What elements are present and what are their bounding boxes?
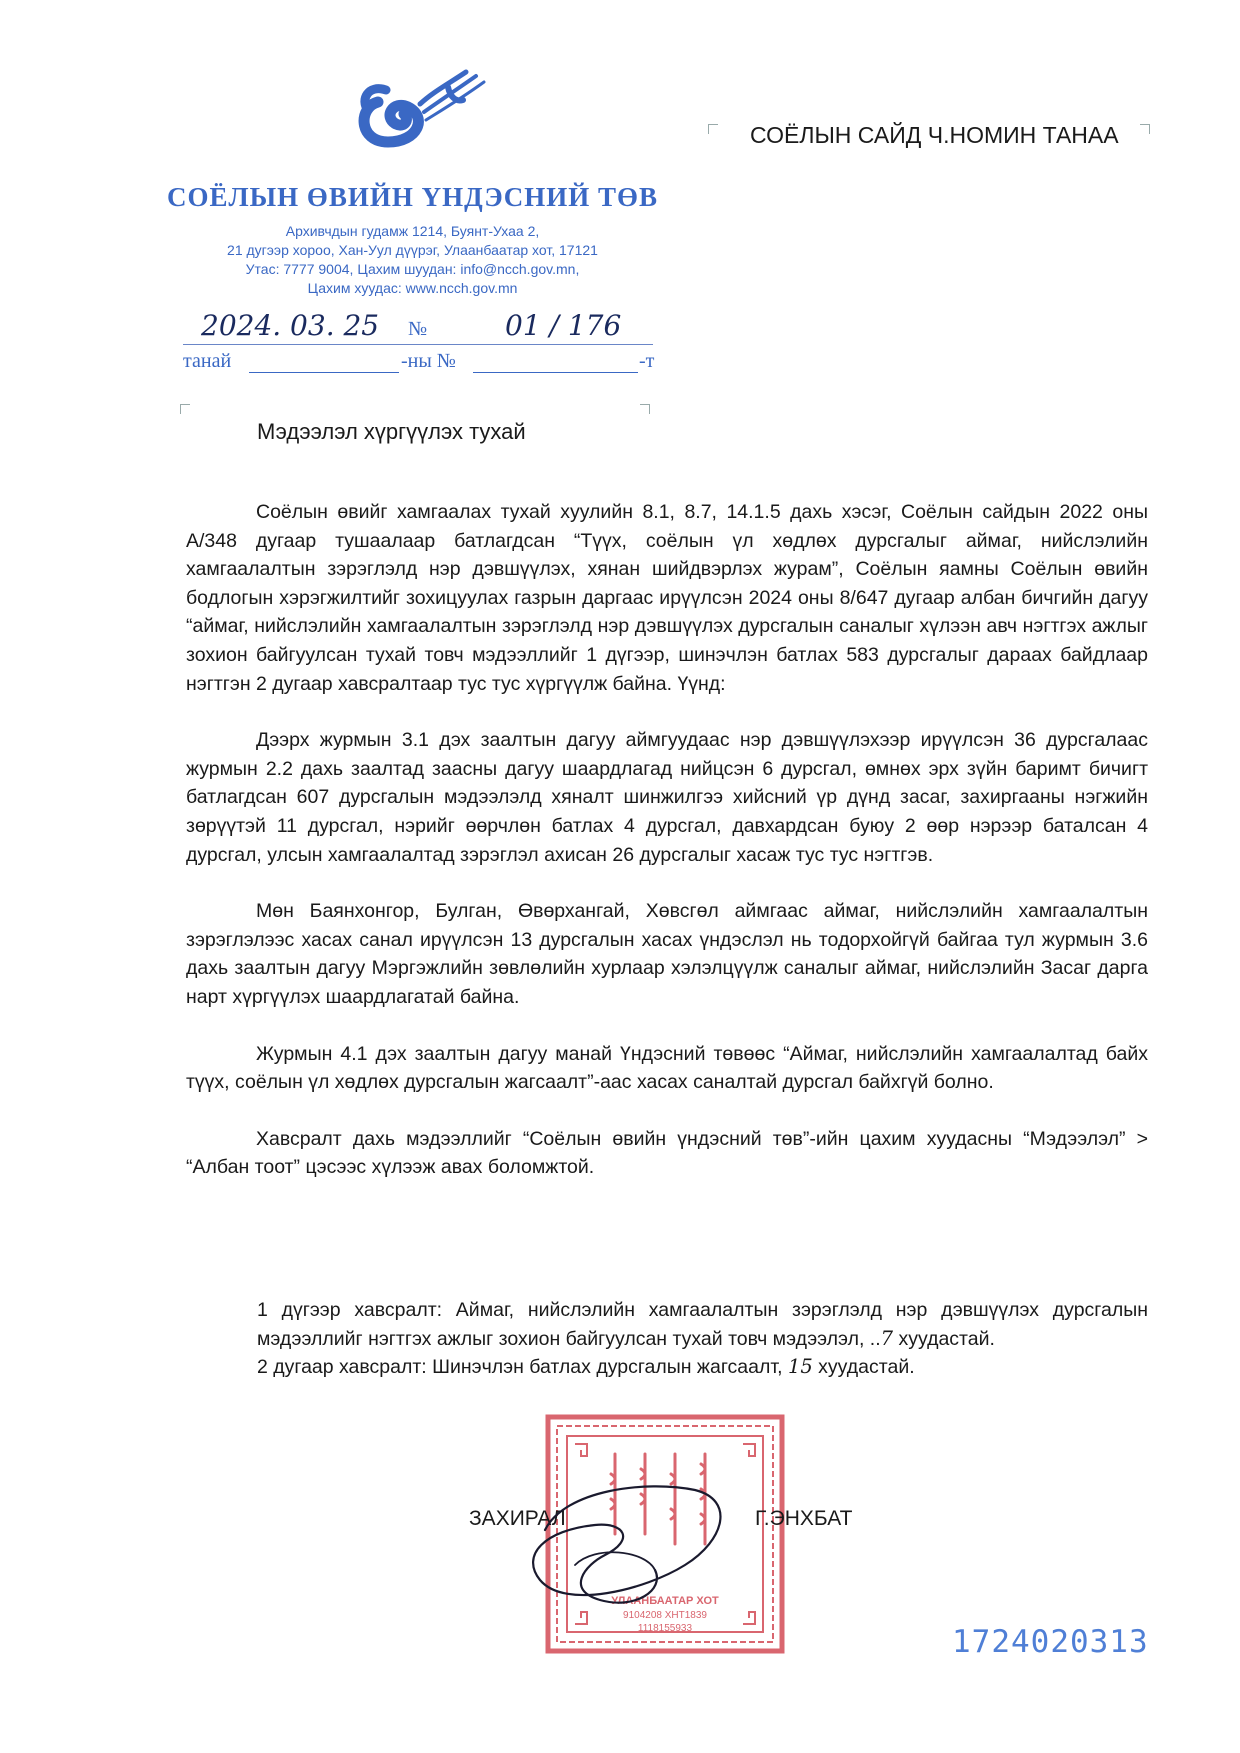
subject-line: Мэдээлэл хүргүүлэх тухай — [257, 419, 526, 444]
attachment-2: 2 дугаар хавсралт: Шинэчлэн батлах дурсгалын жагсаалт, 15 хуудастай. — [257, 1355, 915, 1379]
serial-number: 1724020313 — [952, 1624, 1149, 1660]
ref-blank-field — [249, 372, 399, 373]
body-paragraph: Журмын 4.1 дэх заалтын дагуу манай Үндэсний төвөөс “Аймаг, нийслэлийн хамгаалалтад байх түүх, соёлын үл хөдлөх дурсгалын жагсаалт”-аас хасах саналтай дурсгал байхгүй болно. — [186, 1042, 1148, 1094]
ref-prefix: танай — [183, 350, 232, 372]
ref-middle: -ны № — [401, 350, 456, 372]
handwritten-date: 2024. 03. 25 — [201, 309, 380, 342]
corner-mark — [180, 404, 190, 414]
date-number-line — [183, 309, 653, 345]
organization-address — [170, 222, 655, 298]
number-label: № — [408, 318, 428, 340]
body-paragraph: Мөн Баянхонгор, Булган, Өвөрхангай, Хөвсгөл аймгаас аймаг, нийслэлийн хамгаалалтын зэрэглэлээс хасах санал ирүүлсэн 13 дурсгалын хасах үндэслэл нь тодорхойгүй байгаа тул журмын 3.6 дахь заалтын дагуу Мэргэжлийн зөвлөлийн хурлаар хэлэлцүүлж саналыг аймаг, нийслэлийн Засаг дарга нарт хүргүүлэх шаардлагатай байна. — [186, 900, 1148, 1008]
address-line: Утас: 7777 9004, Цахим шуудан: info@ncch.gov.mn, — [245, 261, 580, 277]
handwritten-page-count: 7 — [880, 1326, 894, 1350]
letter-body — [186, 498, 1148, 1210]
stamp-text: 9104208 ХНТ1839 — [623, 1610, 707, 1621]
address-line: Цахим хуудас: www.ncch.gov.mn — [307, 280, 518, 296]
attachments-list — [257, 1296, 1148, 1382]
address-line: Архивчдын гудамж 1214, Буянт-Ухаа 2, — [285, 223, 540, 239]
attachment-1: 1 дүгээр хавсралт: Аймаг, нийслэлийн хамгаалалтын зэрэглэлд нэр дэвшүүлэх дурсгалын мэдээллийг нэгтгэх ажлыг зохион байгуулсан тухай товч мэдээлэл, ..7 хуудастай. — [257, 1299, 1148, 1350]
organization-logo-icon — [338, 62, 498, 157]
recipient: СОЁЛЫН САЙД Ч.НОМИН ТАНАА — [750, 122, 1119, 148]
corner-mark — [640, 404, 650, 414]
reference-line — [183, 350, 653, 376]
body-paragraph: Хавсралт дахь мэдээллийг “Соёлын өвийн үндэсний төв”-ийн цахим хуудасны “Мэдээлэл” > “Албан тоот” цэсээс хүлээж авах боломжтой. — [186, 1127, 1148, 1179]
corner-mark — [708, 124, 718, 134]
organization-name: СОЁЛЫН ӨВИЙН ҮНДЭСНИЙ ТӨВ — [167, 182, 658, 212]
ref-suffix: -т — [639, 350, 655, 372]
corner-mark — [1140, 124, 1150, 134]
stamp-text: УЛААНБААТАР ХОТ — [611, 1595, 719, 1607]
ref-blank-field — [473, 372, 638, 373]
body-paragraph: Соёлын өвийг хамгаалах тухай хуулийн 8.1, 8.7, 14.1.5 дахь хэсэг, Соёлын сайдын 2022 оны А/348 дугаар тушаалаар батлагдсан “Түүх, соёлын үл хөдлөх дурсгалыг аймаг, нийслэлийн хамгаалалтын зэрэглэлд нэр дэвшүүлэх, хянан шийдвэрлэх журам”, Соёлын яамны Соёлын өвийн бодлогын хэрэгжилтийг зохицуулах газрын даргаас ирүүлсэн 2024 оны 8/647 дугаар албан бичгийн дагуу “аймаг, нийслэлийн хамгаалалтын зэрэглэлд нэр дэвшүүлэх дурсгалын саналыг хүлээн авч нэгтгэх ажлыг зохион байгуулсан тухай товч мэдээллийг 1 дүгээр, шинэчлэн батлах 583 дурсгалыг дараах байдлаар нэгтгэн 2 дугаар хавсралтаар тус тус хүргүүлж байна. Үүнд: — [186, 501, 1148, 695]
address-line: 21 дугээр хороо, Хан-Уул дүүрэг, Улаанбаатар хот, 17121 — [227, 242, 598, 258]
signatory-name: Г.ЭНХБАТ — [755, 1507, 853, 1530]
handwritten-number: 01 / 176 — [505, 309, 622, 342]
body-paragraph: Дээрх журмын 3.1 дэх заалтын дагуу аймгуудаас нэр дэвшүүлэхээр ирүүлсэн 36 дурсгалаас журмын 2.2 дахь заалтад заасны дагуу шаардлагад нийцсэн 6 дурсгал, өмнөх эрх зүйн баримт бичигт батлагдсан 607 дурсгалын мэдээлэлд хяналт шинжилгээ хийсний үр дүнд засаг, захиргааны нэгжийн зөрүүтэй 11 дурсгал, нэрийг өөрчлөн батлах 4 дурсгал, давхардсан буюу 2 өөр нэрээр баталсан 4 дурсгал, улсын хамгаалалтад зэрэглэл ахисан 26 дурсгалыг хасаж тус тус нэгтгэв. — [186, 729, 1148, 866]
handwritten-signature — [505, 1470, 745, 1625]
signatory-title: ЗАХИРАЛ — [469, 1507, 566, 1530]
stamp-text: 1118155933 — [637, 1623, 693, 1634]
handwritten-page-count: 15 — [787, 1355, 813, 1379]
